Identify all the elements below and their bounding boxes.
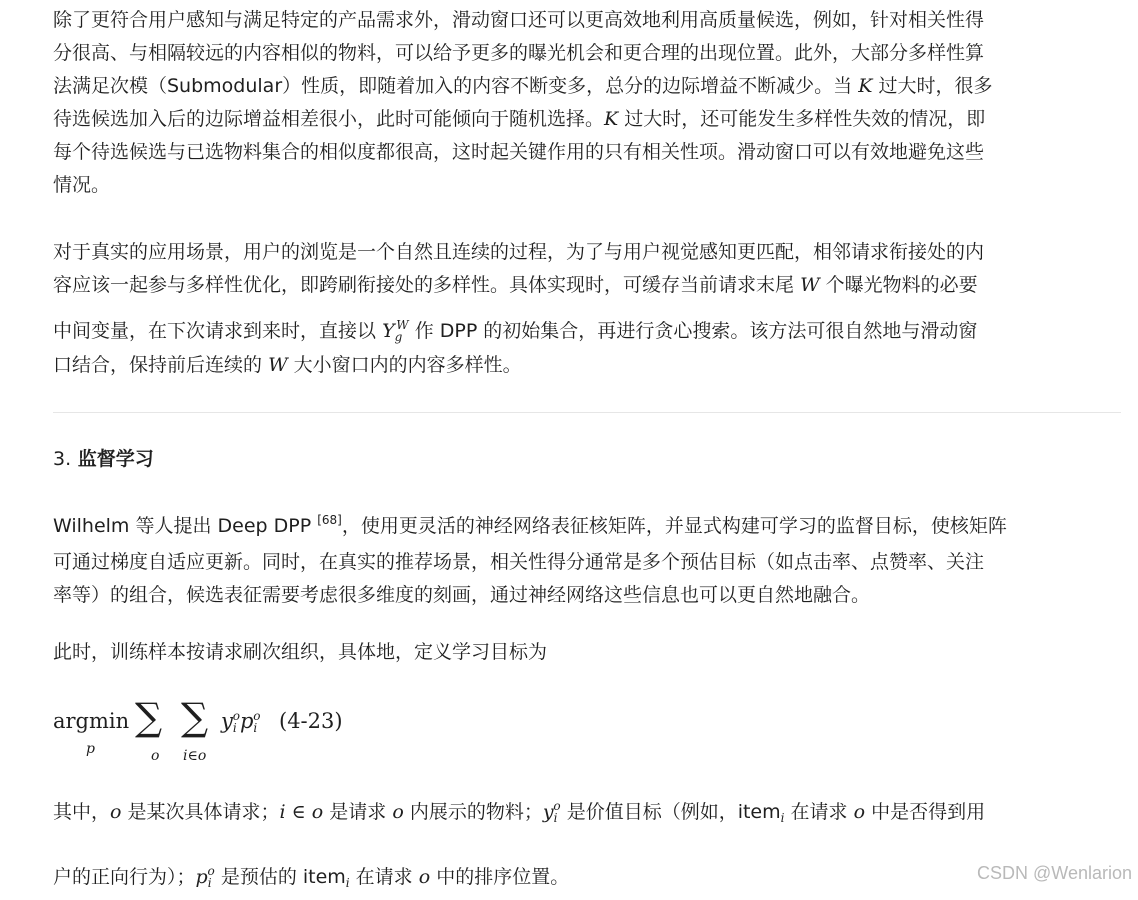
section-number: 3. [53, 448, 72, 470]
paragraph-sliding-window [53, 4, 992, 202]
watermark: CSDN @Wenlarion [977, 863, 1132, 883]
eq-sum-sign: ∑ [181, 695, 209, 739]
section-title: 监督学习 [77, 448, 154, 470]
text-line: 户的正向行为）；$p_i^o$ 是预估的 item$_i$ 在请求 o 中的排序位置。 [53, 864, 570, 890]
math-var-k: K [858, 75, 873, 97]
text-line: 分很高、与相隔较远的内容相似的物料，可以给予更多的曝光机会和更合理的出现位置。此外，大部分多样性算 [53, 42, 985, 64]
eq-sum-sub: o [151, 748, 160, 764]
text-line: 每个待选候选与已选物料集合的相似度都很高，这时起关键作用的只有相关性项。滑动窗口可以有效地避免这些 [53, 141, 985, 163]
eq-argmin-sub: p [86, 741, 95, 757]
math-var-w: W [800, 274, 820, 296]
paragraph-cross-refresh [53, 236, 984, 382]
eq-sum-sign: ∑ [135, 695, 163, 739]
paragraph-training-samples: 此时，训练样本按请求刷次组织，具体地，定义学习目标为 [53, 641, 548, 663]
text-line: 其中，o 是某次具体请求；i ∈ o 是请求 o 内展示的物料；$y_i^o$ 是价值目标（例如，item$_i$ 在请求 o 中是否得到用 [53, 799, 986, 825]
text-line: 对于真实的应用场景，用户的浏览是一个自然且连续的过程，为了与用户视觉感知更匹配，相邻请求衔接处的内 [53, 241, 985, 263]
text-line: 容应该一起参与多样性优化，即跨刷衔接处的多样性。具体实现时，可缓存当前请求末尾 W 个曝光物料的必要 [53, 274, 978, 296]
paragraph-deep-dpp [53, 500, 1007, 612]
text-line: 情况。 [53, 174, 111, 196]
eq-argmin: argmin [53, 709, 130, 733]
text-line: 除了更符合用户感知与满足特定的产品需求外，滑动窗口还可以更高效地利用高质量候选，例如，针对相关性得 [53, 9, 985, 31]
paragraph-definitions [53, 790, 985, 900]
text-line: Wilhelm 等人提出 Deep DPP [68]，使用更灵活的神经网络表征核矩阵，并显式构建可学习的监督目标，使核矩阵 [53, 513, 1007, 537]
text-line: 率等）的组合，候选表征需要考虑很多维度的刻画，通过神经网络这些信息也可以更自然地融合。 [53, 584, 871, 606]
text-line: 口结合，保持前后连续的 W 大小窗口内的内容多样性。 [53, 354, 522, 376]
math-var-y: $y_i^o$ [542, 799, 561, 825]
text-line: 过大时，还可能发生多样性失效的情况，即 [624, 108, 986, 130]
text-line: 可通过梯度自适应更新。同时，在真实的推荐场景，相关性得分通常是多个预估目标（如点击率、点赞率、关注 [53, 551, 985, 573]
math-var-w: W [268, 354, 288, 376]
math-var-y: $Y_g^W$ [382, 318, 409, 344]
eq-sum-sub: i∈o [183, 748, 207, 764]
math-var-p: $p_i^o$ [195, 864, 215, 890]
section-heading [53, 444, 154, 474]
citation-link[interactable]: [68] [317, 513, 342, 527]
text-line: 法满足次模（Submodular）性质，即随着加入的内容不断变多，总分的边际增益不断减少。当 [53, 75, 853, 97]
math-var-k: K [604, 108, 619, 130]
text-line: 过大时，很多 [878, 75, 993, 97]
section-divider [53, 412, 1121, 413]
eq-term: $y_i^op_i^o$ [221, 709, 261, 735]
text-line: 待选候选加入后的边际增益相差很小，此时可能倾向于随机选择。 [53, 108, 605, 130]
text-line: 中间变量，在下次请求到来时，直接以 $Y_g^W$ 作 DPP 的初始集合，再进行贪心搜索。该方法可很自然地与滑动窗 [53, 318, 978, 344]
eq-tag: (4-23) [279, 709, 343, 733]
